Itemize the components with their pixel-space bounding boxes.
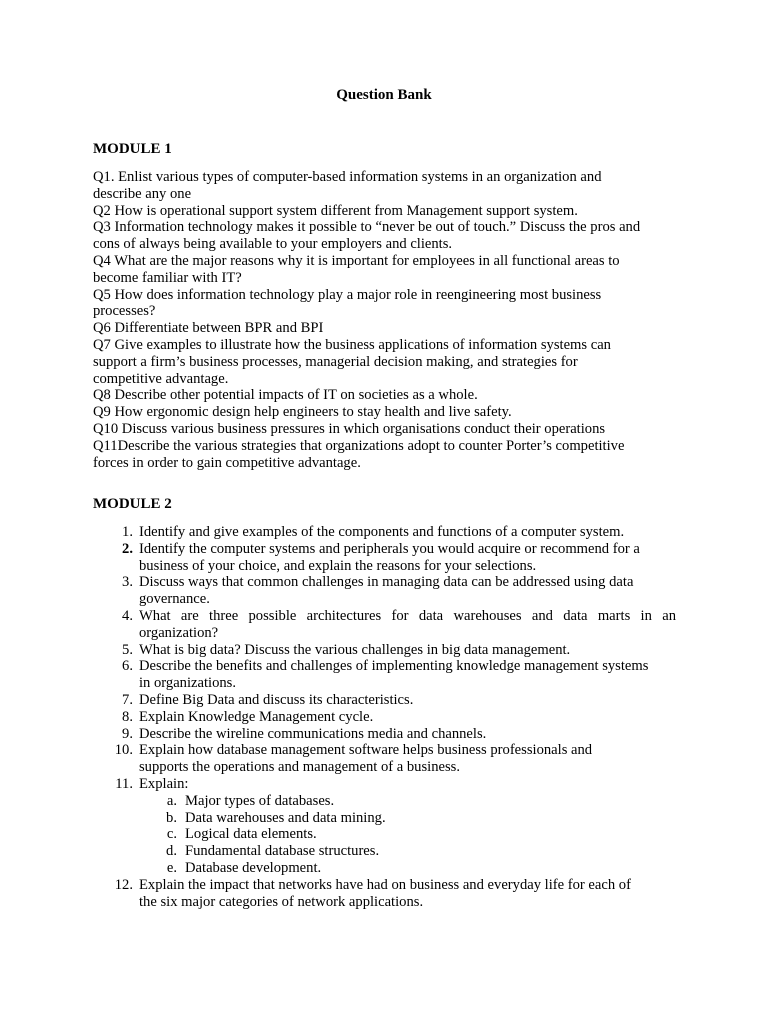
sub-item-letter: d. bbox=[166, 843, 177, 860]
question-line: Q1. Enlist various types of computer-based information systems in an organization and bbox=[93, 169, 602, 185]
list-item bbox=[93, 692, 693, 709]
list-item bbox=[93, 877, 693, 911]
item-text: Explain the impact that networks have had on business and everyday life for each of bbox=[139, 876, 631, 893]
sub-list-item bbox=[139, 793, 693, 810]
question-line: Q10 Discuss various business pressures in which organisations conduct their operations bbox=[93, 420, 606, 437]
item-number: 12. bbox=[114, 876, 133, 893]
sub-item-text: Data warehouses and data mining. bbox=[185, 809, 386, 826]
sub-item-letter: e. bbox=[166, 859, 177, 876]
item-text: What is big data? Discuss the various challenges in big data management. bbox=[139, 641, 571, 658]
item-text: Discuss ways that common challenges in managing data can be addressed using data bbox=[139, 574, 634, 591]
item-text: the six major categories of network applications. bbox=[139, 893, 424, 910]
sub-item-letter: c. bbox=[166, 826, 177, 843]
list-item bbox=[93, 642, 693, 659]
list-item bbox=[93, 541, 693, 575]
question-line: Q11Describe the various strategies that organizations adopt to counter Porter’s competitive bbox=[93, 437, 625, 454]
sub-list-item bbox=[139, 826, 693, 843]
list-item bbox=[93, 726, 693, 743]
item-text: Identify and give examples of the components and functions of a computer system. bbox=[139, 524, 625, 540]
question-line: Q6 Differentiate between BPR and BPI bbox=[93, 320, 324, 337]
item-text: Describe the wireline communications media and channels. bbox=[139, 725, 487, 742]
item-number: 2. bbox=[122, 540, 133, 557]
question-line: Q8 Describe other potential impacts of IT on societies as a whole. bbox=[93, 387, 478, 404]
item-number: 7. bbox=[122, 691, 133, 708]
item-text: Explain how database management software helps business professionals and bbox=[139, 742, 593, 759]
question-line: Q9 How ergonomic design help engineers to stay health and live safety. bbox=[93, 404, 512, 421]
question-line: processes? bbox=[93, 303, 156, 320]
item-number: 9. bbox=[122, 725, 133, 742]
list-item bbox=[93, 524, 693, 541]
sub-list-item bbox=[139, 810, 693, 827]
item-number: 10. bbox=[114, 742, 133, 759]
list-item bbox=[93, 742, 693, 776]
list-item bbox=[93, 608, 693, 642]
list-item bbox=[93, 574, 693, 608]
item-text: governance. bbox=[139, 591, 210, 608]
item-text: Define Big Data and discuss its characteristics. bbox=[139, 691, 414, 708]
module-2-heading: MODULE 2 bbox=[93, 496, 172, 512]
question-line: Q7 Give examples to illustrate how the business applications of information systems can bbox=[93, 336, 611, 353]
question-line: Q2 How is operational support system different from Management support system. bbox=[93, 202, 578, 219]
question-line: competitive advantage. bbox=[93, 370, 229, 387]
item-text: supports the operations and management of a business. bbox=[139, 759, 460, 776]
item-number: 4. bbox=[122, 607, 133, 624]
item-text: Explain: bbox=[139, 775, 189, 792]
item-number: 1. bbox=[122, 524, 133, 540]
item-text: in organizations. bbox=[139, 675, 237, 692]
module-1-heading: MODULE 1 bbox=[93, 141, 172, 157]
sub-item-text: Logical data elements. bbox=[185, 826, 317, 843]
item-text: Identify the computer systems and peripherals you would acquire or recommend for a bbox=[139, 540, 640, 557]
module-1-questions bbox=[93, 169, 693, 471]
sub-list-item bbox=[139, 860, 693, 877]
list-item bbox=[93, 776, 693, 877]
item-number: 3. bbox=[122, 574, 133, 591]
sub-list-item bbox=[139, 843, 693, 860]
question-line: become familiar with IT? bbox=[93, 269, 242, 286]
list-item bbox=[93, 658, 693, 692]
question-line: forces in order to gain competitive advantage. bbox=[93, 454, 361, 471]
item-text: What are three possible architectures for data warehouses and data marts in an bbox=[139, 607, 676, 624]
item-text: business of your choice, and explain the reasons for your selections. bbox=[139, 557, 537, 574]
question-line: support a firm’s business processes, managerial decision making, and strategies for bbox=[93, 353, 578, 370]
sub-item-text: Database development. bbox=[185, 859, 322, 876]
question-line: Q4 What are the major reasons why it is important for employees in all functional areas to bbox=[93, 252, 620, 269]
item-number: 6. bbox=[122, 658, 133, 675]
question-line: Q3 Information technology makes it possible to “never be out of touch.” Discuss the pros and bbox=[93, 219, 641, 236]
sub-item-letter: a. bbox=[166, 792, 177, 809]
item-number: 5. bbox=[122, 641, 133, 658]
module-2-list bbox=[93, 524, 693, 910]
item-text: Describe the benefits and challenges of implementing knowledge management systems bbox=[139, 658, 649, 675]
question-line: cons of always being available to your employers and clients. bbox=[93, 236, 453, 253]
item-text: organization? bbox=[139, 624, 219, 641]
page-title: Question Bank bbox=[336, 87, 432, 103]
sub-item-text: Major types of databases. bbox=[185, 792, 335, 809]
item-number: 11. bbox=[115, 775, 133, 792]
sub-item-text: Fundamental database structures. bbox=[185, 843, 380, 860]
item-number: 8. bbox=[122, 708, 133, 725]
sub-item-letter: b. bbox=[166, 809, 177, 826]
question-line: Q5 How does information technology play a major role in reengineering most business bbox=[93, 286, 602, 303]
list-item bbox=[93, 709, 693, 726]
question-line: describe any one bbox=[93, 185, 192, 202]
item-text: Explain Knowledge Management cycle. bbox=[139, 708, 374, 725]
